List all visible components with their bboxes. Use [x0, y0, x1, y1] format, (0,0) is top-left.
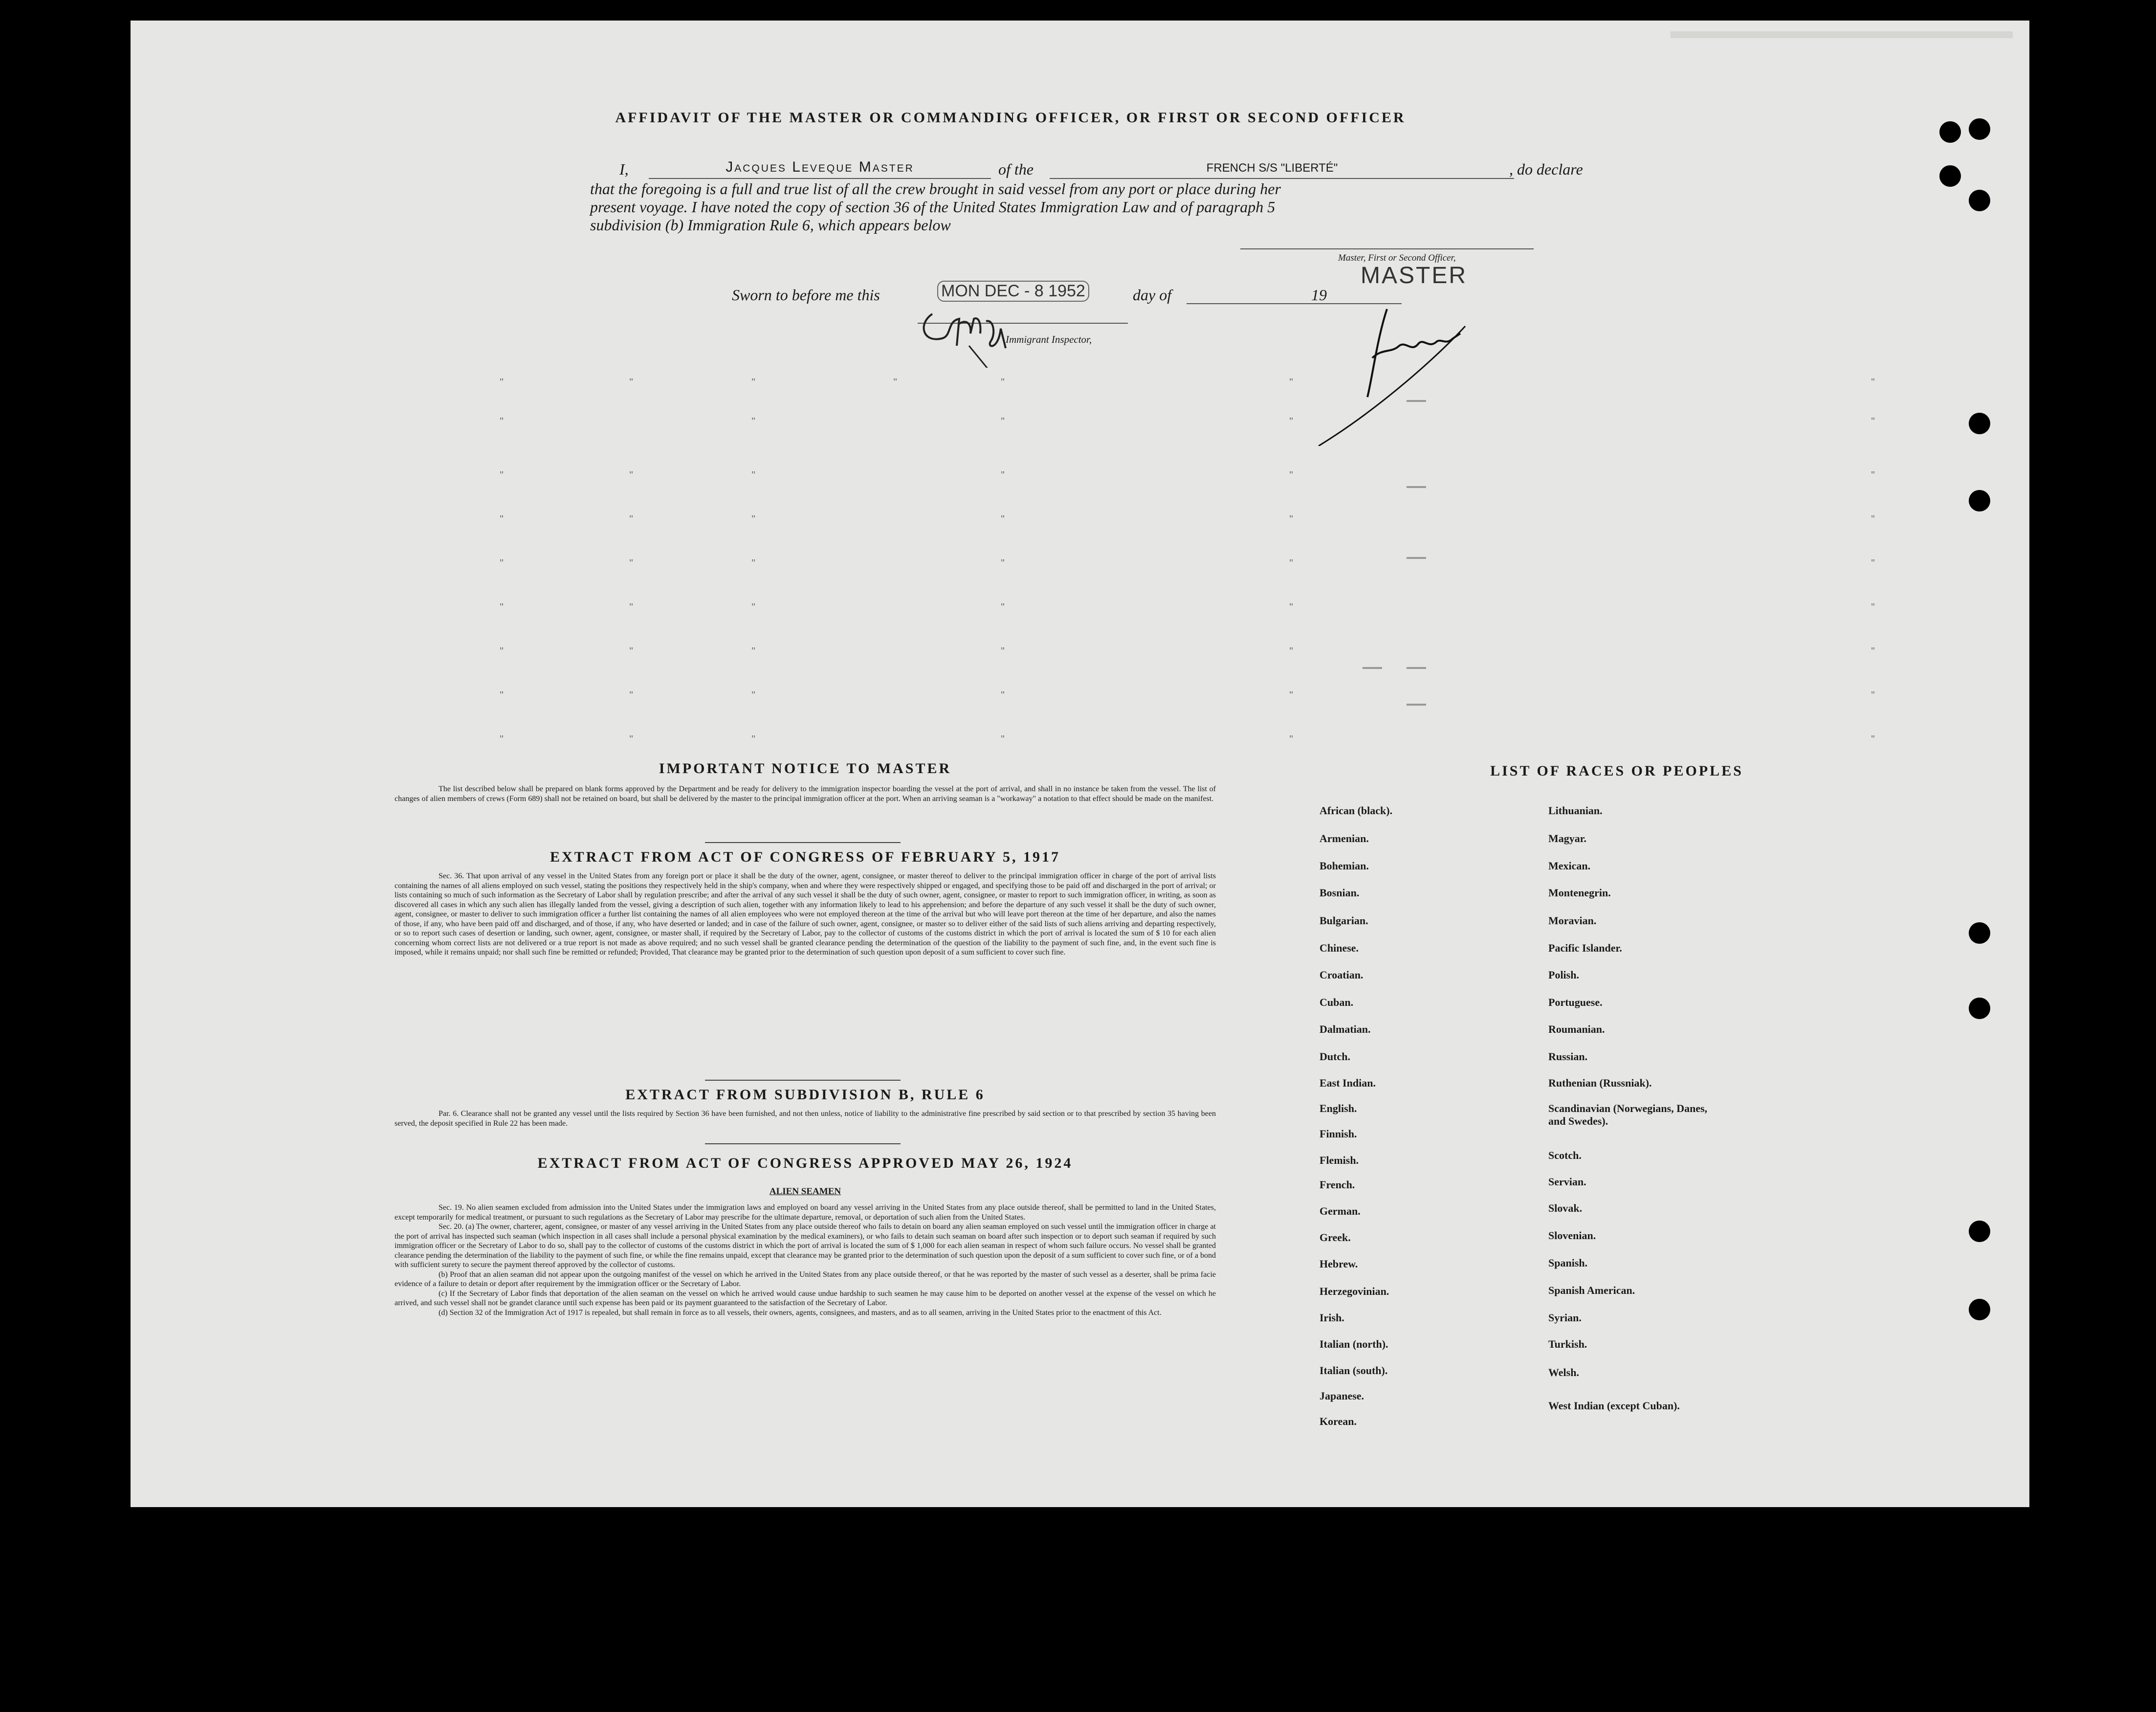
ditto-mark: ": [1871, 377, 1875, 387]
ditto-mark: ": [1289, 557, 1294, 568]
ditto-mark: ": [1001, 416, 1005, 426]
race-right-item: Scandinavian (Norwegians, Danes, and Swedes).: [1548, 1102, 1708, 1127]
race-left-item: Flemish.: [1320, 1154, 1359, 1166]
bleed-through-mark: [1671, 31, 2013, 38]
vessel-name-underline: [1050, 178, 1514, 179]
ditto-mark: ": [500, 645, 504, 656]
ditto-mark: ": [1001, 469, 1005, 480]
officer-signature-line: [1240, 248, 1534, 249]
dash-mark: [1407, 704, 1426, 706]
race-left-item: Hebrew.: [1320, 1258, 1358, 1270]
ditto-mark: ": [500, 601, 504, 612]
punch-hole: [1969, 1221, 1990, 1242]
affidavit-do-declare: , do declare: [1509, 160, 1583, 178]
race-right-item: Roumanian.: [1548, 1023, 1605, 1035]
race-left-item: East Indian.: [1320, 1077, 1376, 1089]
ditto-mark: ": [751, 601, 756, 612]
punch-hole: [1939, 165, 1961, 187]
ditto-mark: ": [751, 645, 756, 656]
dash-mark: [1407, 557, 1426, 559]
affidavit-line-4: subdivision (b) Immigration Rule 6, which appears below: [590, 216, 951, 234]
ditto-mark: ": [1871, 645, 1875, 656]
punch-hole: [1969, 1299, 1990, 1320]
master-name-underline: [649, 178, 991, 179]
ditto-mark: ": [629, 469, 634, 480]
extract-1924-body: [395, 1203, 1216, 1317]
ditto-mark: ": [893, 377, 898, 387]
race-right-item: Slovak.: [1548, 1202, 1583, 1214]
race-right-item: Ruthenian (Russniak).: [1548, 1077, 1652, 1089]
ditto-mark: ": [629, 601, 634, 612]
affidavit-i: I,: [619, 160, 629, 178]
punch-hole: [1969, 922, 1990, 944]
race-right-item: Montenegrin.: [1548, 887, 1611, 899]
ditto-mark: ": [629, 645, 634, 656]
section-divider: [705, 1080, 901, 1081]
punch-hole: [1969, 490, 1990, 511]
ditto-mark: ": [1001, 601, 1005, 612]
affidavit-line-2: that the foregoing is a full and true list of all the crew brought in said vessel from any port or place during her: [590, 180, 1281, 198]
ditto-mark: ": [1001, 557, 1005, 568]
race-right-item: Lithuanian.: [1548, 804, 1603, 817]
dash-mark: [1363, 667, 1382, 669]
sec-20b-text: (b) Proof that an alien seaman did not appear upon the outgoing manifest of the vessel on which he arrived in the United States from any place outside thereof, or that he was reported by the master of such vessel as a deserter, shall be prima facie evidence of a failure to detain or deport after requirement by the immigration officer or the Secretary of Labor.: [395, 1270, 1216, 1288]
master-name-field: Jacques Leveque Master: [726, 159, 914, 175]
race-left-item: Bosnian.: [1320, 887, 1360, 899]
race-left-item: Greek.: [1320, 1231, 1351, 1244]
race-right-item: Mexican.: [1548, 860, 1591, 872]
dash-mark: [1407, 667, 1426, 669]
punch-hole: [1969, 190, 1990, 211]
ditto-mark: ": [500, 513, 504, 524]
race-left-item: Irish.: [1320, 1312, 1344, 1324]
ditto-mark: ": [751, 469, 756, 480]
ditto-mark: ": [1871, 689, 1875, 700]
race-right-item: Moravian.: [1548, 914, 1597, 927]
race-left-item: German.: [1320, 1205, 1361, 1217]
ditto-mark: ": [1289, 734, 1294, 744]
ditto-mark: ": [1871, 513, 1875, 524]
race-right-item: Slovenian.: [1548, 1229, 1596, 1242]
ditto-mark: ": [1001, 645, 1005, 656]
notice-text: The list described below shall be prepared on blank forms approved by the Department and be ready for delivery to the immigration inspector boarding the vessel at the port of arrival, and shall in no instance be taken from the vessel. The list of changes of alien members of crews (Form 689) shall not be retained on board, but shall be delivered by the master to the principal immigration officer at the port. When an arriving seaman is a "workaway" a notation to that effect should be made on the manifest.: [395, 785, 1216, 803]
notice-heading: IMPORTANT NOTICE TO MASTER: [659, 760, 952, 777]
ditto-mark: ": [1289, 513, 1294, 524]
race-left-item: Croatian.: [1320, 969, 1364, 981]
ditto-mark: ": [751, 513, 756, 524]
ditto-mark: ": [1871, 557, 1875, 568]
race-right-item: Spanish American.: [1548, 1284, 1635, 1296]
extract-1917-text: Sec. 36. That upon arrival of any vessel in the United States from any foreign port or place it shall be the duty of the owner, agent, consignee, or master thereof to deliver to the principal immigration officer in charge of the port of arrival lists containing the names of all aliens employed on such vessel, stating the positions they respectively held in the ship's company, when and where they were respectively shipped or engaged, and specifying those to be paid off and discharged in the port of arrival; or lists containing so much of such information as the Secretary of Labor shall by regulation prescribe; and after the arrival of any such vessel it shall be the duty of such owner, agent, consignee, or master to report to such immigration officer, in writing, as soon as discovered all cases in which any such alien has illegally landed from the vessel, giving a description of such alien, together with any information likely to lead to his apprehension; and before the departure of any such vessel it shall be the duty of such owner, agent, consignee, or master to deliver to such immigration officer a further list containing the names of all alien employees who were not employed thereon at the time of the arrival but who will leave port thereon at the time of her departure, and also the names of those, if any, who have been paid off and discharged, and of those, if any, who have deserted or landed; and in case of the failure of such owner, agent, consignee, or master so to deliver either of the said lists of such aliens arriving and departing respectively, or so to report such cases of desertion or landing, such owner, agent, consignee, or master shall, if required by the Secretary of Labor, pay to the collector of customs of the customs district in which the port of arrival is located the sum of $ 10 for each alien concerning whom correct lists are not delivered or a true report is not made as above required; and no such vessel shall be granted clearance pending the determination of the question of the liability to the payment of such fine, and, in the event such fine is imposed, while it remains unpaid; nor shall such fine be remitted or refunded; Provided, That clearance may be granted prior to the determination of such question upon deposit of a sum sufficient to cover such fine.: [395, 872, 1216, 956]
race-right-item: Portuguese.: [1548, 996, 1603, 1008]
sec-20d-text: (d) Section 32 of the Immigration Act of 1917 is repealed, but shall remain in force as to all vessels, their owners, agents, consignees, and masters, and as to all seamen, arriving in the United States prior to the enactment of this Act.: [439, 1308, 1162, 1317]
ditto-mark: ": [751, 377, 756, 387]
punch-hole: [1969, 118, 1990, 140]
race-right-item: Servian.: [1548, 1176, 1586, 1188]
race-left-item: Armenian.: [1320, 832, 1369, 845]
ditto-mark: ": [1001, 377, 1005, 387]
race-right-item: Magyar.: [1548, 832, 1587, 845]
section-divider: [705, 842, 901, 843]
race-left-item: French.: [1320, 1178, 1355, 1191]
date-stamp: MON DEC - 8 1952: [937, 281, 1089, 302]
ditto-mark: ": [500, 734, 504, 744]
race-left-item: Cuban.: [1320, 996, 1354, 1008]
extract-1917-body: [395, 871, 1216, 957]
race-right-item: Scotch.: [1548, 1149, 1582, 1161]
race-right-item: Syrian.: [1548, 1312, 1582, 1324]
ditto-mark: ": [1001, 689, 1005, 700]
extract-rule6-heading: EXTRACT FROM SUBDIVISION B, RULE 6: [625, 1087, 985, 1103]
race-right-item: Polish.: [1548, 969, 1579, 981]
sworn-day-of: day of: [1133, 286, 1172, 304]
ditto-mark: ": [1289, 645, 1294, 656]
ditto-mark: ": [1871, 469, 1875, 480]
officer-caption: Master, First or Second Officer,: [1338, 253, 1456, 263]
ditto-mark: ": [1001, 513, 1005, 524]
sec-20c-text: (c) If the Secretary of Labor finds that deportation of the alien seaman on the vessel on which he arrived would cause undue hardship to such seamen he may cause him to be deported on another vessel at the expense of the vessel on which he arrived, and such vessel shall not be grandet clarance until such expense has been paid or its payment guaranteed to the satisfaction of the Secretary of Labor.: [395, 1289, 1216, 1307]
sworn-prefix: Sworn to before me this: [732, 286, 880, 304]
ditto-mark: ": [1871, 416, 1875, 426]
ditto-mark: ": [629, 513, 634, 524]
race-left-item: African (black).: [1320, 804, 1393, 817]
ditto-mark: ": [500, 377, 504, 387]
ditto-mark: ": [500, 469, 504, 480]
dash-mark: [1407, 400, 1426, 402]
affidavit-heading: AFFIDAVIT OF THE MASTER OR COMMANDING OFFICER, OR FIRST OR SECOND OFFICER: [615, 110, 1406, 126]
ditto-mark: ": [751, 734, 756, 744]
inspector-signature: [913, 294, 1050, 368]
dash-mark: [1407, 486, 1426, 488]
extract-rule6-text: Par. 6. Clearance shall not be granted any vessel until the lists required by Section 36 have been furnished, and not then unless, notice of liability to the administrative fine prescribed by said section or to that prescribed by section 35 having been served, the deposit specified in Rule 22 has been made.: [395, 1110, 1216, 1128]
ditto-mark: ": [1001, 734, 1005, 744]
punch-hole: [1969, 413, 1990, 434]
race-left-item: Dutch.: [1320, 1050, 1350, 1063]
race-left-item: Italian (north).: [1320, 1338, 1388, 1350]
master-stamp: MASTER: [1361, 263, 1468, 289]
sec-19-text: Sec. 19. No alien seamen excluded from admission into the United States under the immigration laws and employed on board any vessel arriving in the United States from any place outside thereof, shall be permitted to land in the United States, except temporarily for medical treatment, or pursuant to such regulations as the Secretary of Labor may prescribe for the ultimate departure, removal, or deportation of such alien from the United States.: [395, 1203, 1216, 1222]
ditto-mark: ": [629, 734, 634, 744]
race-left-item: Herzegovinian.: [1320, 1285, 1389, 1297]
race-left-item: Japanese.: [1320, 1390, 1364, 1402]
ditto-mark: ": [500, 557, 504, 568]
sworn-year: 19: [1311, 286, 1327, 304]
race-right-item: Spanish.: [1548, 1257, 1588, 1269]
race-right-item: West Indian (except Cuban).: [1548, 1400, 1680, 1412]
master-signature: [1294, 280, 1499, 446]
race-left-item: Italian (south).: [1320, 1364, 1388, 1377]
race-left-item: Bulgarian.: [1320, 914, 1368, 927]
affidavit-line-3: present voyage. I have noted the copy of section 36 of the United States Immigration Law and of paragraph 5: [590, 198, 1276, 216]
section-divider: [705, 1143, 901, 1144]
ditto-mark: ": [629, 377, 634, 387]
ditto-mark: ": [1871, 734, 1875, 744]
race-left-item: Dalmatian.: [1320, 1023, 1371, 1035]
race-right-item: Welsh.: [1548, 1366, 1579, 1378]
ditto-mark: ": [1289, 377, 1294, 387]
ditto-mark: ": [500, 689, 504, 700]
punch-hole: [1969, 998, 1990, 1019]
affidavit-of-the: of the: [998, 160, 1034, 178]
vessel-name-field: FRENCH S/S "LIBERTÉ": [1206, 161, 1338, 175]
extract-1924-heading: EXTRACT FROM ACT OF CONGRESS APPROVED MAY 26, 1924: [537, 1155, 1073, 1171]
race-left-item: Finnish.: [1320, 1128, 1357, 1140]
ditto-mark: ": [1289, 689, 1294, 700]
ditto-mark: ": [1871, 601, 1875, 612]
punch-hole: [1939, 121, 1961, 143]
notice-body: [395, 784, 1216, 803]
race-left-item: Chinese.: [1320, 942, 1359, 954]
ditto-mark: ": [1289, 416, 1294, 426]
extract-1917-heading: EXTRACT FROM ACT OF CONGRESS OF FEBRUARY 5, 1917: [550, 849, 1061, 865]
sec-20a-text: Sec. 20. (a) The owner, charterer, agent, consignee, or master of any vessel arriving in the United States from any place outside thereof who fails to detain on board any alien seaman employed on such vessel until the immigration officer in charge at the port of arrival has inspected such seaman (which inspection in all cases shall include a personal physical examination by the medical examiners), or who fails to detain such seaman on board after such inspection or to deport such seaman if required by such immigration officer or the Secretary of Labor to do so, shall pay to the collector of customs of the customs district in which the port of arrival is located the sum of $ 1,000 for each alien seaman in respect of whom such failure occurs. No vessel shall be granted clearance pending the determination of the liability to the payment of such fine, or while the fine remains unpaid, except that clearance may be granted prior to the determination of such question upon the deposit of a sum sufficient to cover such fine, or of a bond with sufficient surety to secure the payment thereof approved by the collector of customs.: [395, 1223, 1216, 1269]
ditto-mark: ": [629, 557, 634, 568]
race-left-item: English.: [1320, 1102, 1357, 1114]
ditto-mark: ": [751, 416, 756, 426]
alien-seamen-subheading: ALIEN SEAMEN: [769, 1186, 841, 1197]
race-right-item: Pacific Islander.: [1548, 942, 1622, 954]
ditto-mark: ": [500, 416, 504, 426]
race-left-item: Bohemian.: [1320, 860, 1369, 872]
extract-rule6-body: [395, 1109, 1216, 1128]
ditto-mark: ": [1289, 469, 1294, 480]
inspector-caption: Immigrant Inspector,: [1006, 334, 1092, 345]
race-right-item: Russian.: [1548, 1050, 1588, 1063]
ditto-mark: ": [629, 689, 634, 700]
race-left-item: Korean.: [1320, 1415, 1357, 1427]
ditto-mark: ": [751, 689, 756, 700]
race-right-item: Turkish.: [1548, 1338, 1587, 1350]
ditto-mark: ": [1289, 601, 1294, 612]
manifest-page: [131, 21, 2029, 1507]
races-heading: LIST OF RACES OR PEOPLES: [1490, 763, 1743, 779]
ditto-mark: ": [751, 557, 756, 568]
